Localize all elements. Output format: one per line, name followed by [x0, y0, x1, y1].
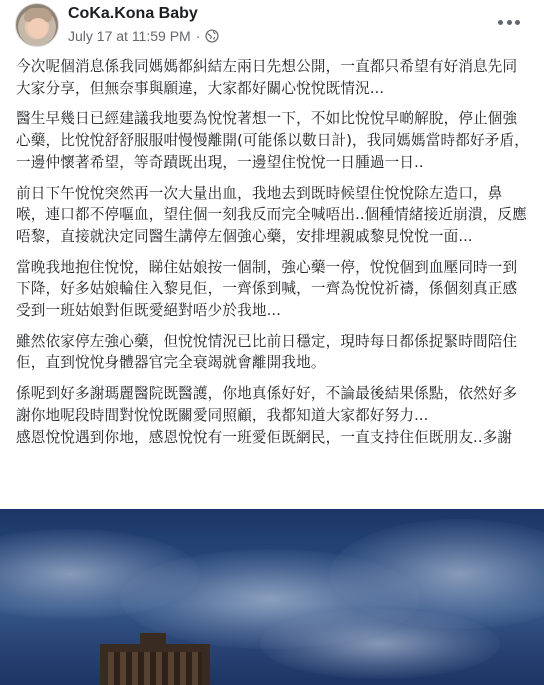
- avatar-face: [28, 18, 48, 38]
- more-dot: [498, 20, 503, 25]
- meta-separator: ·: [195, 28, 201, 44]
- post-paragraph: 係呢到好多謝瑪麗醫院既醫護，你地真係好好，不論最後結果係點，依然好多謝你地呢段時間對悅悅既關愛同照顧，我都知道大家都好努力... 感恩悅悅遇到你地，感恩悅悅有一班愛佢既網民，一直支持住佢既朋友..多謝: [16, 385, 518, 446]
- building: [100, 644, 210, 685]
- post-paragraph: 雖然依家停左強心藥，但悅悅情況已比前日穩定，現時每日都係捉緊時間陪住佢，直到悅悅身體器官完全衰竭就會離開我地。: [16, 332, 518, 372]
- post-paragraph: 前日下午悅悅突然再一次大量出血，我地去到既時候望住悅悅除左造口，鼻喉，連口都不停嘔血，望住個一刻我反而完全喊唔出..個種情緒接近崩潰，反應唔黎，直接就決定同醫生講停左個強心藥，安排埋親戚黎見悅悅一面...: [16, 184, 527, 245]
- avatar[interactable]: [15, 3, 59, 47]
- more-options-icon[interactable]: [498, 14, 520, 30]
- post-meta: [68, 27, 219, 45]
- more-dot: [507, 20, 512, 25]
- more-dot: [515, 20, 520, 25]
- globe-icon[interactable]: [205, 29, 219, 43]
- post-paragraph: 醫生早幾日已經建議我地要為悅悅著想一下，不如比悅悅早啲解脫，停止個強心藥，比悅悅舒舒服服咁慢慢離開(可能係以數日計)，我同媽媽當時都好矛盾，一邊仲懷著希望，等奇蹟既出現，一邊望住悅悅一日腫過一日..: [16, 110, 529, 171]
- cloud: [260, 609, 500, 679]
- post-paragraph: 今次呢個消息係我同媽媽都糾結左兩日先想公開，一直都只希望有好消息先同大家分享，但無奈事與願違，大家都好關心悅悅既情況...: [16, 58, 518, 97]
- post-body: [16, 56, 530, 457]
- post-photo[interactable]: [0, 509, 544, 685]
- post-paragraph: 當晚我地抱住悅悅，睇住姑娘按一個制，強心藥一停，悅悅個到血壓同時一到下降，好多姑娘輪住入黎見佢，一齊係到喊，一齊為悅悅祈禱，係個刻真正感受到一班姑娘對佢既愛絕對唔少於我地...: [16, 258, 518, 320]
- post-timestamp[interactable]: July 17 at 11:59 PM: [68, 28, 191, 44]
- post-header: [0, 0, 544, 50]
- author-name[interactable]: CoKa.Kona Baby: [68, 5, 198, 22]
